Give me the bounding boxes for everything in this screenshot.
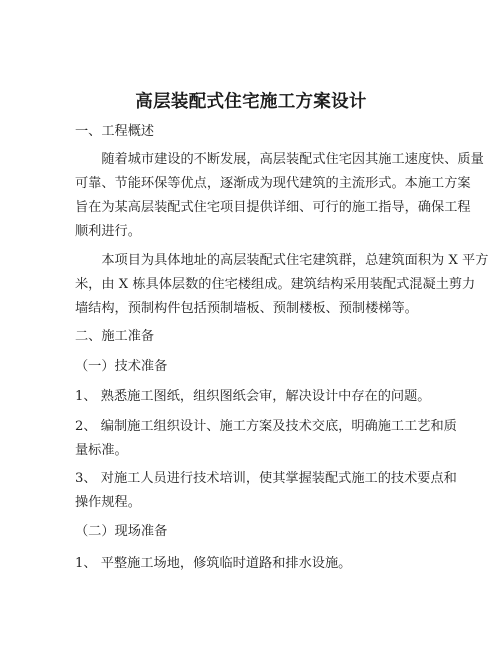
- heading-text: （二）现场准备: [75, 524, 168, 539]
- paragraph-line: 随着城市建设的不断发展，高层装配式住宅因其施工速度快、质量: [75, 152, 484, 167]
- paragraph-line: 可靠、节能环保等优点，逐渐成为现代建筑的主流形式。本施工方案: [75, 176, 471, 191]
- paragraph-line: 米，由 X 栋具体层数的住宅楼组成。建筑结构采用装配式混凝土剪力: [75, 277, 476, 292]
- list-item-text: 3、 对施工人员进行技术培训，使其掌握装配式施工的技术要点和: [75, 471, 457, 486]
- section-heading-preparation: [75, 325, 435, 349]
- paragraph-line: 墙结构，预制构件包括预制墙板、预制楼板、预制楼梯等。: [75, 301, 418, 316]
- list-item-text: 量标准。: [75, 443, 128, 458]
- list-item-text: 1、 平整施工场地，修筑临时道路和排水设施。: [75, 556, 352, 571]
- list-item-technical-1: [75, 385, 435, 409]
- subsection-heading-site: [75, 520, 435, 544]
- paragraph-line: 本项目为具体地址的高层装配式住宅建筑群，总建筑面积为 X 平方: [75, 253, 489, 268]
- heading-text: 二、施工准备: [75, 329, 155, 344]
- document-title: 高层装配式住宅施工方案设计: [135, 92, 367, 112]
- subsection-heading-technical: [75, 355, 435, 379]
- section-heading-overview: [75, 120, 435, 144]
- paragraph-project-info: [75, 249, 489, 321]
- heading-text: 一、工程概述: [75, 124, 155, 139]
- list-item-technical-2: [75, 415, 457, 463]
- list-item-text: 2、 编制施工组织设计、施工方案及技术交底，明确施工工艺和质: [75, 419, 457, 434]
- heading-text: （一）技术准备: [75, 359, 168, 374]
- list-item-site-1: [75, 552, 435, 576]
- paragraph-line: 顺利进行。: [75, 224, 141, 239]
- list-item-text: 1、 熟悉施工图纸，组织图纸会审，解决设计中存在的问题。: [75, 389, 431, 404]
- paragraph-line: 旨在为某高层装配式住宅项目提供详细、可行的施工指导，确保工程: [75, 200, 471, 215]
- list-item-technical-3: [75, 467, 457, 515]
- list-item-text: 操作规程。: [75, 495, 141, 510]
- paragraph-intro: [75, 148, 484, 244]
